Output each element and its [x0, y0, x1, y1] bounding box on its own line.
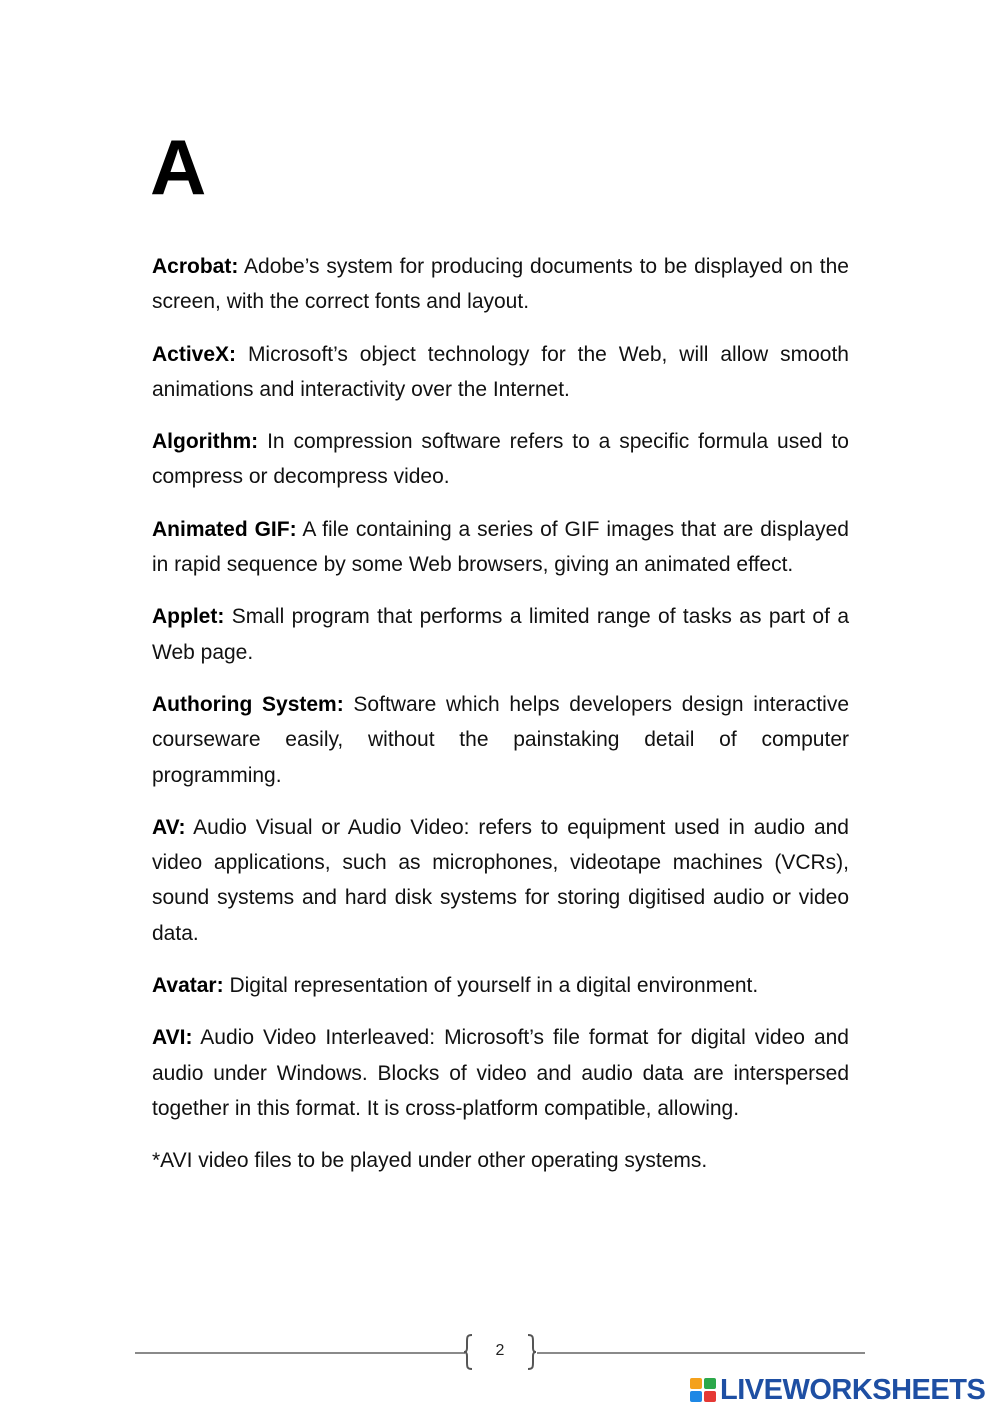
glossary-term: Algorithm:	[152, 430, 259, 454]
glossary-definition: Audio Visual or Audio Video: refers to equipment used in audio and video applications, such as microphones, videotape machines (VCRs), sound systems and hard disk systems for storing digitised audio or video data.	[152, 815, 849, 945]
right-brace-icon	[527, 1334, 537, 1370]
glossary-entry-acrobat	[152, 249, 849, 320]
glossary-definition: Audio Video Interleaved: Microsoft’s file format for digital video and audio under Windows. Blocks of video and audio data are interspersed together in this format. It is cross-platform compatible, allowing.	[152, 1026, 849, 1120]
glossary-entry-activex	[152, 337, 849, 408]
glossary-term: Avatar:	[152, 974, 224, 998]
glossary-entry-avatar	[152, 968, 849, 1003]
glossary-definition: In compression software refers to a specific formula used to compress or decompress video.	[152, 430, 849, 489]
glossary-entry-algorithm	[152, 424, 849, 495]
glossary-entry-authoring-system	[152, 687, 849, 793]
glossary-term: Authoring System:	[152, 692, 344, 716]
page-number: 2	[495, 1342, 505, 1359]
footer-rule-right	[537, 1352, 865, 1354]
glossary-definition: Microsoft’s object technology for the Web, will allow smooth animations and interactivity over the Internet.	[152, 342, 849, 401]
left-brace-icon	[463, 1334, 473, 1370]
glossary-list	[152, 249, 849, 1179]
liveworksheets-brand	[690, 1374, 985, 1406]
glossary-entry-applet	[152, 599, 849, 670]
glossary-entry-animated-gif	[152, 512, 849, 583]
glossary-definition: A file containing a series of GIF images that are displayed in rapid sequence by some Web browsers, giving an animated effect.	[152, 517, 849, 577]
glossary-entry-av	[152, 810, 849, 951]
footer-rule-left	[135, 1352, 465, 1354]
liveworksheets-logo-icon	[690, 1378, 716, 1402]
glossary-definition: Adobe’s system for producing documents to be displayed on the screen, with the correct fonts and layout.	[152, 255, 849, 314]
glossary-definition: Small program that performs a limited range of tasks as part of a Web page.	[152, 605, 849, 664]
glossary-term: Acrobat:	[152, 255, 239, 278]
footnote: *AVI video files to be played under other operating systems.	[152, 1149, 708, 1173]
glossary-term: Animated GIF:	[152, 517, 297, 541]
glossary-definition: Digital representation of yourself in a digital environment.	[229, 974, 759, 998]
glossary-term: AV:	[152, 815, 186, 839]
section-letter-heading: A	[150, 123, 207, 211]
glossary-entry-avi	[152, 1020, 849, 1126]
glossary-term: Applet:	[152, 605, 225, 629]
brand-name: LIVEWORKSHEETS	[720, 1373, 986, 1406]
glossary-definition: Software which helps developers design interactive courseware easily, without the painstaking detail of computer programming.	[152, 692, 850, 787]
glossary-term: ActiveX:	[152, 342, 237, 366]
glossary-term: AVI:	[152, 1026, 193, 1050]
